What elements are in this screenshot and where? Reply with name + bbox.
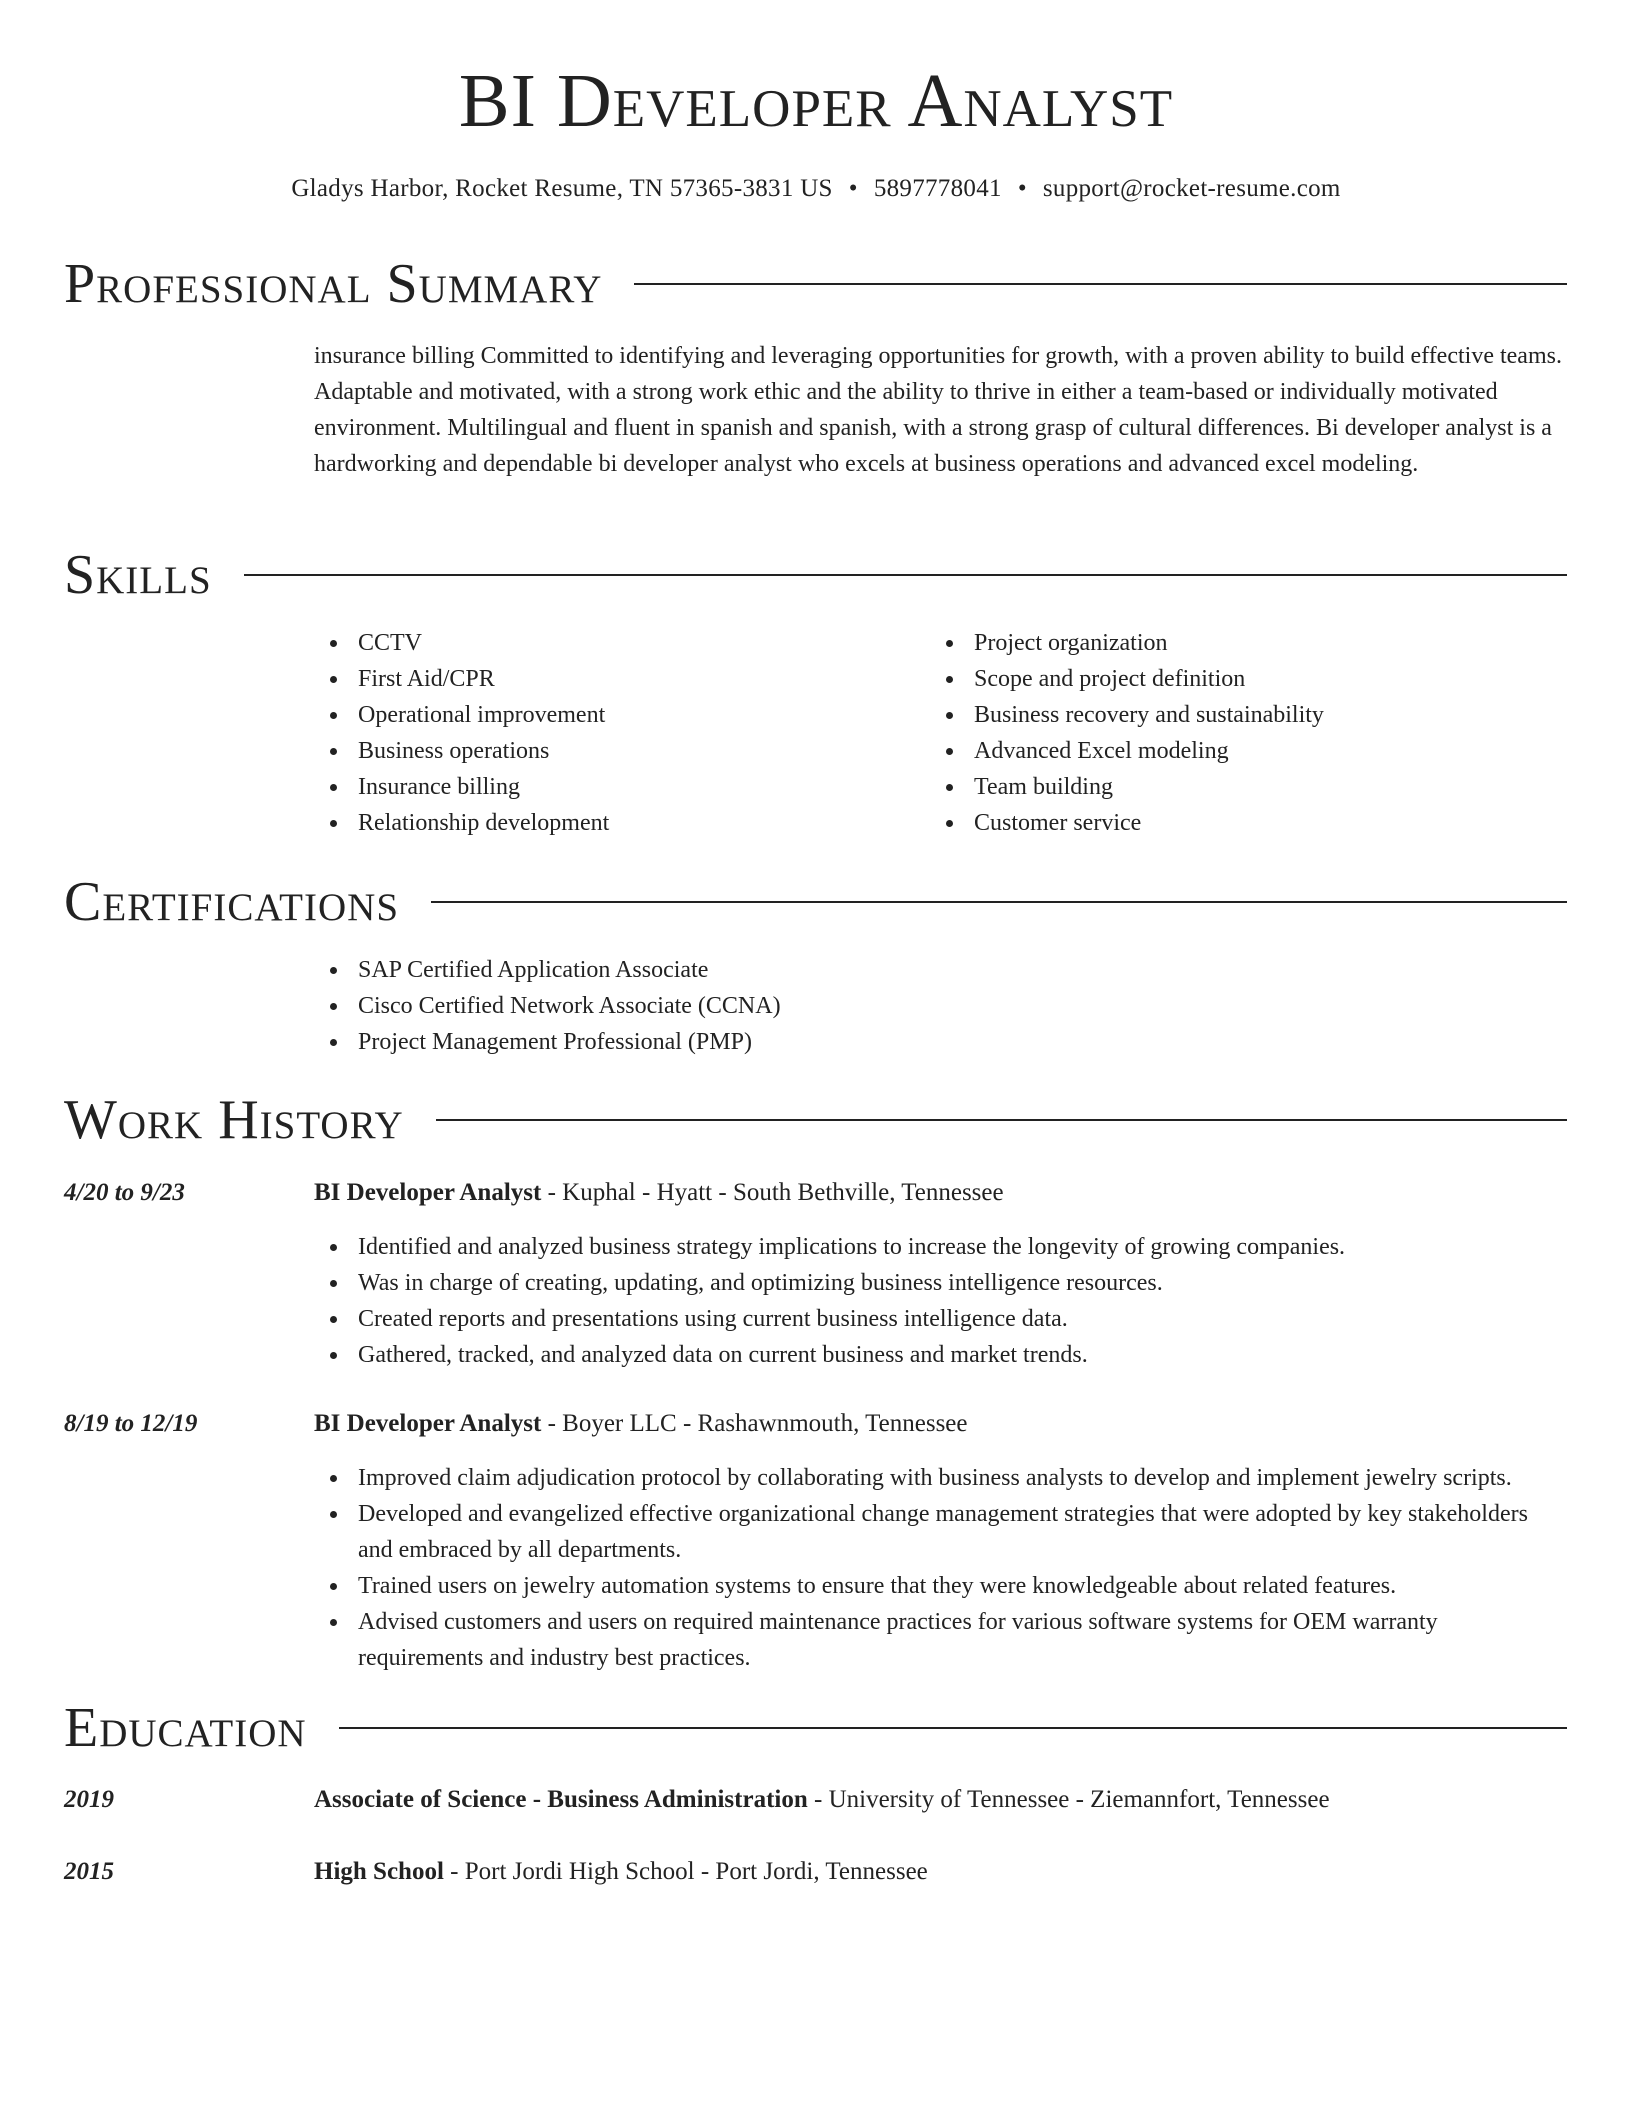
job-details: - Kuphal - Hyatt - South Bethville, Tennessee: [541, 1179, 1004, 1206]
skill-item: CCTV: [314, 625, 914, 661]
section-header-education: [64, 1696, 1567, 1760]
job-bullet: Gathered, tracked, and analyzed data on current business and market trends.: [314, 1337, 1564, 1373]
section-header-summary: [64, 252, 1567, 316]
skill-item: Operational improvement: [314, 697, 914, 733]
skill-item: Scope and project definition: [930, 661, 1550, 697]
section-title-skills: Skills: [64, 544, 212, 606]
skill-item: Customer service: [930, 805, 1550, 841]
job-dates: 8/19 to 12/19: [64, 1410, 198, 1437]
education-details: - Port Jordi High School - Port Jordi, Tennessee: [443, 1858, 928, 1885]
section-divider: [634, 283, 1567, 285]
summary-text: insurance billing Committed to identifying and leveraging opportunities for growth, with a proven ability to build effective teams. Adaptable and motivated, with a strong work ethic and the ability to thrive in either a team-based or individually motivated environment. Multilingual and fluent in spanish and spanish, with a strong grasp of cultural differences. Bi developer analyst is a hardworking and dependable bi developer analyst who excels at business operations and advanced excel modeling.: [314, 343, 1562, 477]
section-header-certifications: [64, 870, 1567, 934]
job-details: - Boyer LLC - Rashawnmouth, Tennessee: [541, 1410, 968, 1437]
section-divider: [244, 574, 1567, 576]
section-divider: [339, 1727, 1567, 1729]
job-dates: 4/20 to 9/23: [64, 1179, 185, 1206]
skill-item: Business recovery and sustainability: [930, 697, 1550, 733]
skill-item: Business operations: [314, 733, 914, 769]
certification-item: Cisco Certified Network Associate (CCNA): [314, 988, 1514, 1024]
contact-email: support@rocket-resume.com: [1042, 175, 1341, 202]
education-degree: Associate of Science - Business Administration: [314, 1786, 808, 1813]
skill-item: Team building: [930, 769, 1550, 805]
education-entry: [314, 1854, 1564, 1890]
section-divider: [431, 901, 1567, 903]
skill-item: First Aid/CPR: [314, 661, 914, 697]
job-bullet: Identified and analyzed business strategy implications to increase the longevity of growing companies.: [314, 1229, 1564, 1265]
certifications-list: [314, 952, 1514, 1060]
education-year: 2015: [64, 1858, 114, 1885]
job-title: BI Developer Analyst: [314, 1179, 542, 1206]
contact-separator: •: [1017, 175, 1027, 202]
contact-line: [0, 172, 1632, 206]
skills-list-column-1: [314, 625, 914, 841]
skills-list-column-2: [930, 625, 1550, 841]
section-title-certifications: Certifications: [64, 871, 400, 933]
education-degree: High School: [314, 1858, 444, 1885]
job-bullet: Trained users on jewelry automation systems to ensure that they were knowledgeable about related features.: [314, 1568, 1564, 1604]
resume-title: BI Developer Analyst: [458, 59, 1174, 143]
job-bullet: Was in charge of creating, updating, and optimizing business intelligence resources.: [314, 1265, 1564, 1301]
skill-item: Insurance billing: [314, 769, 914, 805]
section-header-skills: [64, 543, 1567, 607]
education-entry: [314, 1782, 1564, 1818]
job-bullet: Developed and evangelized effective organizational change management strategies that were adopted by key stakeholders and embraced by all departments.: [314, 1496, 1564, 1568]
job-bullet-list: [314, 1229, 1564, 1373]
skill-item: Project organization: [930, 625, 1550, 661]
job-bullet-list: [314, 1460, 1564, 1676]
job-bullet: Improved claim adjudication protocol by collaborating with business analysts to develop and implement jewelry scripts.: [314, 1460, 1564, 1496]
section-header-work-history: [64, 1088, 1567, 1152]
education-details: - University of Tennessee - Ziemannfort, Tennessee: [807, 1786, 1330, 1813]
certification-item: Project Management Professional (PMP): [314, 1024, 1514, 1060]
contact-separator: •: [848, 175, 858, 202]
section-title-education: Education: [64, 1697, 307, 1759]
job-heading: [314, 1175, 1564, 1211]
contact-phone: 5897778041: [873, 175, 1002, 202]
job-heading: [314, 1406, 1564, 1442]
section-title-summary: Professional Summary: [64, 253, 603, 315]
contact-address: Gladys Harbor, Rocket Resume, TN 57365-3831 US: [291, 175, 833, 202]
job-title: BI Developer Analyst: [314, 1410, 542, 1437]
section-title-work-history: Work History: [64, 1089, 404, 1151]
section-divider: [436, 1119, 1567, 1121]
education-year: 2019: [64, 1786, 114, 1813]
skill-item: Relationship development: [314, 805, 914, 841]
job-bullet: Created reports and presentations using current business intelligence data.: [314, 1301, 1564, 1337]
certification-item: SAP Certified Application Associate: [314, 952, 1514, 988]
skill-item: Advanced Excel modeling: [930, 733, 1550, 769]
job-bullet: Advised customers and users on required maintenance practices for various software systems for OEM warranty requirements and industry best practices.: [314, 1604, 1564, 1676]
